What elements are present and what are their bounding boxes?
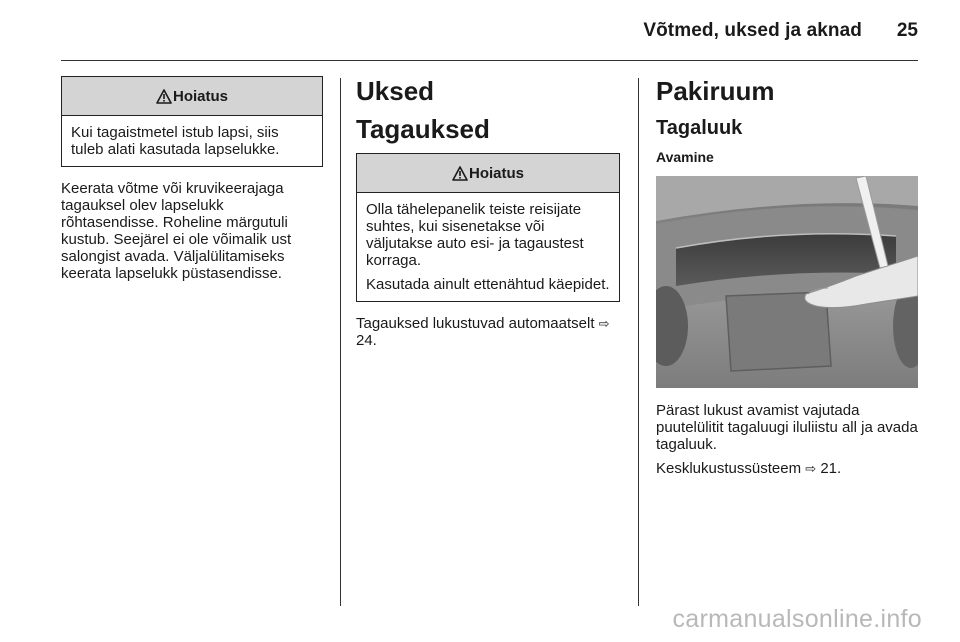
column-left [61, 76, 323, 289]
column-right [656, 76, 918, 484]
header-divider [61, 60, 918, 61]
body-text: Kesklukustussüsteem [656, 460, 802, 477]
page-number: 25 [896, 20, 918, 41]
warning-text: Kui tagaistmetel istub lapsi, siis tuleb alati kasutada lapselukke. [71, 124, 280, 158]
tailgate-handle-photo [656, 176, 918, 388]
column-divider [340, 78, 341, 606]
page-ref-link[interactable]: 21. [820, 460, 842, 477]
warning-header [62, 77, 322, 116]
warning-text: Olla tähelepanelik teiste reisijate suhtes, kui sisenetakse või väljutakse auto esi- ja tagaustest korraga. [366, 201, 584, 269]
warning-box [356, 153, 620, 302]
subsection-heading: Tagaluuk [656, 117, 743, 139]
warning-text: Kasutada ainult ettenähtud käepidet. [366, 276, 610, 293]
body-paragraph: Keerata võtme või kruvikeerajaga tagauksel olev lapselukk rõhtasendisse. Roheline märgutuli kustub. Seejärel ei ole võimalik ust salongist avada. Väljalülitamiseks keerata lapselukk püstasendisse. [61, 180, 292, 282]
page-ref-arrow-icon: ⇨ [805, 461, 817, 476]
warning-header [357, 154, 619, 193]
warning-triangle-icon [156, 89, 172, 104]
page-ref-arrow-icon: ⇨ [598, 316, 610, 331]
watermark: carmanualsonline.info [672, 605, 922, 633]
column-middle [356, 76, 620, 356]
body-paragraph [656, 460, 918, 477]
page-ref-link[interactable]: 24. [356, 332, 377, 349]
column-divider [638, 78, 639, 606]
body-paragraph: Pärast lukust avamist vajutada puutelülitit tagaluugi iluliistu all ja avada tagaluuk. [656, 402, 918, 453]
warning-box [61, 76, 323, 167]
section-heading: Pakiruum [656, 76, 775, 106]
warning-title: Hoiatus [172, 87, 228, 105]
body-text: Tagauksed lukustuvad automaatselt [356, 315, 595, 332]
body-paragraph [356, 315, 620, 349]
warning-triangle-icon [452, 166, 468, 181]
warning-title: Hoiatus [468, 164, 524, 182]
subsection-heading: Tagauksed [356, 114, 490, 144]
subsubsection-heading: Avamine [656, 149, 714, 165]
section-heading: Uksed [356, 76, 435, 106]
page-header-title: Võtmed, uksed ja aknad [643, 20, 862, 41]
